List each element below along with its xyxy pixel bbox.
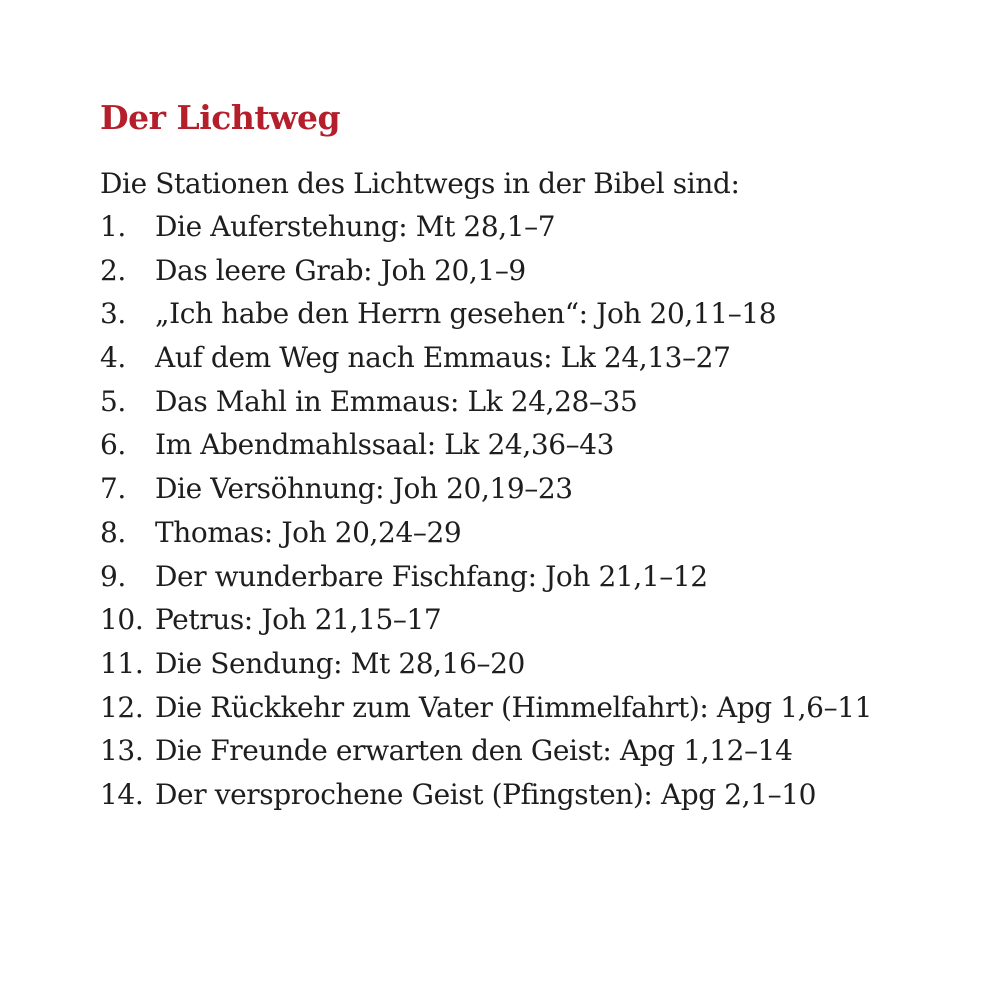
station-number: 12. [100,690,144,724]
list-item [100,642,872,686]
list-item [100,249,872,293]
station-number: 4. [100,341,126,375]
station-number: 1. [100,210,126,243]
station-text: Im Abendmahlssaal: Lk 24,36–43 [155,428,615,462]
list-item [100,467,872,511]
list-item [100,511,872,555]
station-text: Die Sendung: Mt 28,16–20 [155,646,525,680]
list-item [100,555,872,599]
station-list [100,205,872,817]
station-text: Thomas: Joh 20,24–29 [155,515,462,549]
list-item [100,423,872,467]
station-number: 7. [100,472,126,506]
list-item [100,598,872,642]
list-item [100,773,872,817]
station-number: 11. [100,646,144,680]
intro-text: Die Stationen des Lichtwegs in der Bibel sind: [100,167,740,200]
station-text: Petrus: Joh 21,15–17 [155,603,442,637]
station-text: Die Freunde erwarten den Geist: Apg 1,12–14 [155,734,793,768]
page-title: Der Lichtweg [100,98,341,137]
station-number: 5. [100,384,126,418]
station-text: Die Auferstehung: Mt 28,1–7 [155,210,556,243]
station-text: Der versprochene Geist (Pfingsten): Apg 2,1–10 [155,777,817,811]
station-text: Die Rückkehr zum Vater (Himmelfahrt): Apg 1,6–11 [155,690,873,724]
station-number: 8. [100,515,126,549]
list-item [100,380,872,424]
list-item [100,205,872,249]
station-text: Das leere Grab: Joh 20,1–9 [155,253,526,287]
station-number: 10. [100,603,144,637]
station-text: Die Versöhnung: Joh 20,19–23 [155,472,573,506]
list-item [100,729,872,773]
station-number: 9. [100,559,126,593]
list-item [100,292,872,336]
station-number: 6. [100,428,126,462]
station-text: „Ich habe den Herrn gesehen“: Joh 20,11–18 [155,297,777,331]
station-text: Das Mahl in Emmaus: Lk 24,28–35 [155,384,638,418]
station-number: 13. [100,734,144,768]
list-item [100,336,872,380]
list-item [100,686,872,730]
station-text: Der wunderbare Fischfang: Joh 21,1–12 [155,559,708,593]
station-number: 3. [100,297,126,331]
station-text: Auf dem Weg nach Emmaus: Lk 24,13–27 [155,341,731,375]
station-number: 2. [100,253,126,287]
station-number: 14. [100,777,144,811]
